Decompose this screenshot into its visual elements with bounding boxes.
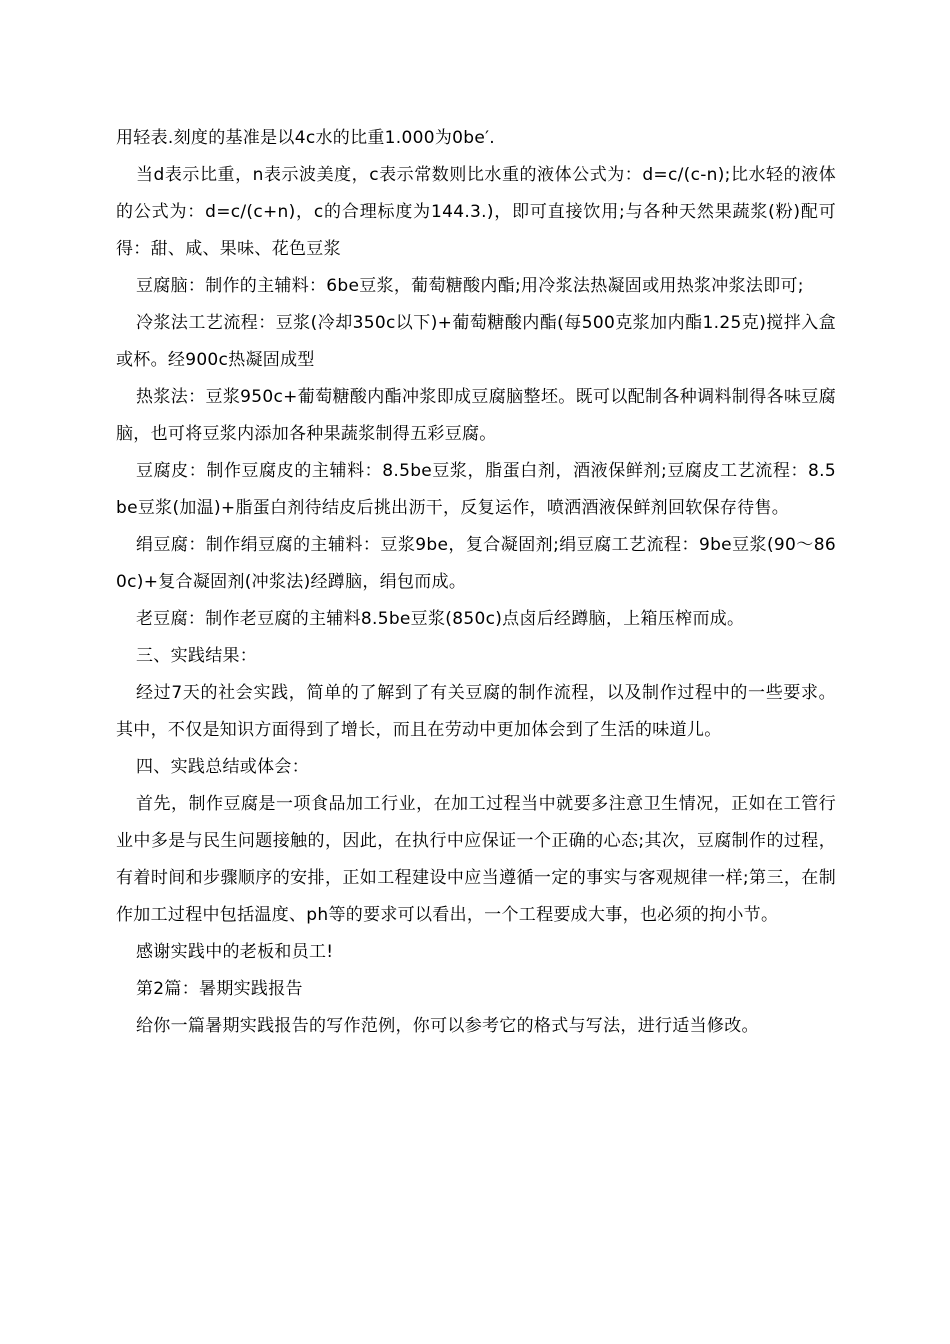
paragraph-results: 经过7天的社会实践，简单的了解到了有关豆腐的制作流程，以及制作过程中的一些要求。其中，不仅是知识方面得到了增长，而且在劳动中更加体会到了生活的味道儿。: [116, 683, 836, 740]
article-heading-part-2: 第2篇：暑期实践报告: [136, 979, 303, 999]
paragraph-density-formula: 当d表示比重，n表示波美度，c表示常数则比水重的液体公式为：d=c/(c-n);比水轻的液体的公式为：d=c/(c+n)，c的合理标度为144.3.)，即可直接饮用;与各种天然果蔬浆(粉)配可得：甜、咸、果味、花色豆浆: [116, 165, 836, 259]
paragraph-cold-method: 冷浆法工艺流程：豆浆(冷却350c以下)+葡萄糖酸内酯(每500克浆加内酯1.25克)搅拌入盒或杯。经900c热凝固成型: [116, 313, 836, 370]
section-heading-results: 三、实践结果：: [136, 646, 258, 666]
paragraph-summary: 首先，制作豆腐是一项食品加工行业，在加工过程当中就要多注意卫生情况，正如在工管行业中多是与民生问题接触的，因此，在执行中应保证一个正确的心态;其次，豆腐制作的过程，有着时间和步骤顺序的安排，正如工程建设中应当遵循一定的事实与客观规律一样;第三，在制作加工过程中包括温度、ph等的要求可以看出，一个工程要成大事，也必须的拘小节。: [116, 794, 836, 925]
paragraph-tofu-pudding: 豆腐脑：制作的主辅料：6be豆浆，葡萄糖酸内酯;用冷浆法热凝固或用热浆冲浆法即可;: [136, 276, 804, 296]
paragraph-silk-tofu: 绢豆腐：制作绢豆腐的主辅料：豆浆9be，复合凝固剂;绢豆腐工艺流程：9be豆浆(90～860c)+复合凝固剂(冲浆法)经蹲脑，绢包而成。: [116, 535, 836, 592]
paragraph-hot-method: 热浆法：豆浆950c+葡萄糖酸内酯冲浆即成豆腐脑整坯。既可以配制各种调料制得各味豆腐脑，也可将豆浆内添加各种果蔬浆制得五彩豆腐。: [116, 387, 836, 444]
paragraph-continuation: 用轻表.刻度的基准是以4c水的比重1.000为0be′.: [116, 128, 495, 148]
paragraph-intro-part-2: 给你一篇暑期实践报告的写作范例，你可以参考它的格式与写法，进行适当修改。: [136, 1016, 759, 1036]
paragraph-thanks: 感谢实践中的老板和员工!: [136, 942, 334, 962]
paragraph-tofu-skin: 豆腐皮：制作豆腐皮的主辅料：8.5be豆浆，脂蛋白剂，酒液保鲜剂;豆腐皮工艺流程：8.5be豆浆(加温)+脂蛋白剂待结皮后挑出沥干，反复运作，喷洒酒液保鲜剂回软保存待售。: [116, 461, 836, 518]
paragraph-firm-tofu: 老豆腐：制作老豆腐的主辅料8.5be豆浆(850c)点卤后经蹲脑，上箱压榨而成。: [136, 609, 745, 629]
document-body: [116, 120, 836, 1045]
section-heading-summary: 四、实践总结或体会：: [136, 757, 309, 777]
